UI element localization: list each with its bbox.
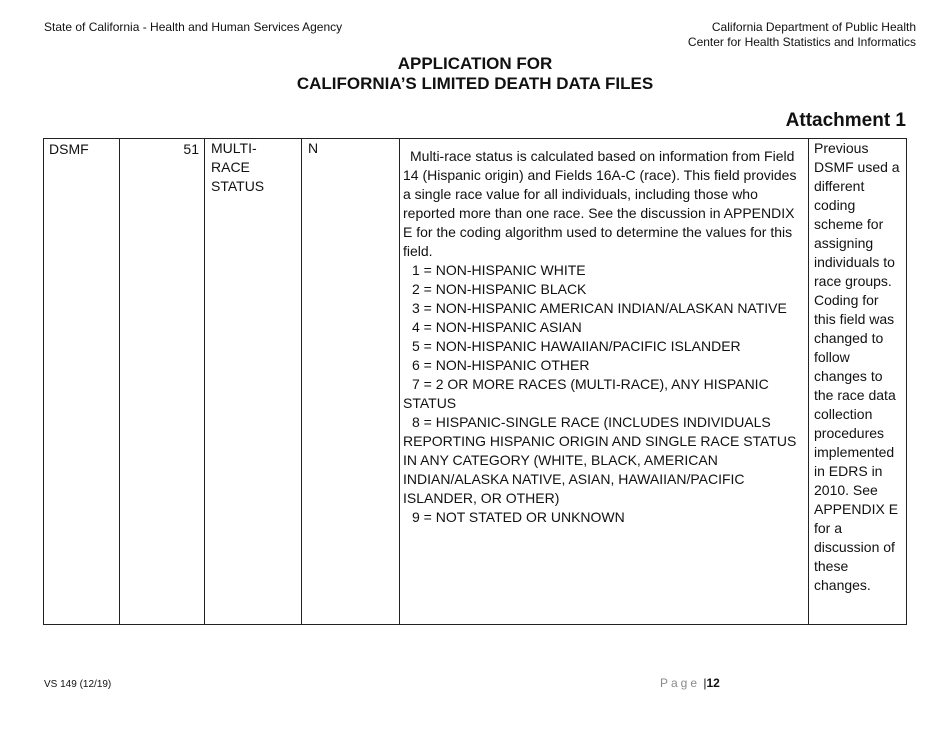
note-cell: Previous DSMF used a different coding scheme for assigning individuals to race groups. Coding for this field was changed to follow changes to the race data collection procedures implemented in EDRS in 2010. See APPENDIX E for a discussion of these changes. xyxy=(809,139,907,625)
field-name-cell xyxy=(205,139,302,625)
description-text: Multi-race status is calculated based on information from Field 14 (Hispanic origin) and Fields 16A-C (race). This field provides a single race value for all individuals, including those who reported more than one race. See the discussion in APPENDIX E for the coding algorithm used to determine the values for this field. xyxy=(403,148,797,259)
title-line-2: CALIFORNIA’S LIMITED DEATH DATA FILES xyxy=(296,74,654,93)
code-item: 4 = NON-HISPANIC ASIAN xyxy=(412,319,582,335)
code-item: 8 = HISPANIC-SINGLE RACE (INCLUDES INDIVIDUALS REPORTING HISPANIC ORIGIN AND SINGLE RACE STATUS IN ANY CATEGORY (WHITE, BLACK, AMERICAN INDIAN/ALASKA NATIVE, ASIAN, HAWAIIAN/PACIFIC ISLANDER, OR OTHER) xyxy=(403,414,797,506)
code-item: 2 = NON-HISPANIC BLACK xyxy=(412,281,587,297)
code-item: 6 = NON-HISPANIC OTHER xyxy=(412,357,590,373)
page-title xyxy=(0,54,950,94)
type-cell: N xyxy=(302,139,400,625)
code-item: 1 = NON-HISPANIC WHITE xyxy=(412,262,586,278)
code-item: 3 = NON-HISPANIC AMERICAN INDIAN/ALASKAN NATIVE xyxy=(412,300,787,316)
attachment-label: Attachment 1 xyxy=(785,110,906,131)
code-item: 5 = NON-HISPANIC HAWAIIAN/PACIFIC ISLANDER xyxy=(412,338,741,354)
department-name: California Department of Public Health xyxy=(711,20,916,34)
center-name: Center for Health Statistics and Informatics xyxy=(687,35,916,49)
page-indicator xyxy=(660,676,720,690)
code-item: 9 = NOT STATED OR UNKNOWN xyxy=(412,509,625,525)
description-cell xyxy=(400,139,809,625)
data-dictionary-table xyxy=(43,138,907,625)
title-line-1: APPLICATION FOR xyxy=(397,54,553,73)
page-number: 12 xyxy=(706,676,720,690)
page-separator: | xyxy=(703,676,707,690)
form-number: VS 149 (12/19) xyxy=(44,679,112,690)
file-cell: DSMF xyxy=(44,139,120,625)
field-name: MULTI-RACE STATUS xyxy=(211,140,265,194)
agency-name: State of California - Health and Human Services Agency xyxy=(44,20,343,34)
table-row xyxy=(44,139,907,625)
field-number-cell: 51 xyxy=(120,139,205,625)
department-header xyxy=(688,20,916,50)
code-item: 7 = 2 OR MORE RACES (MULTI-RACE), ANY HISPANIC STATUS xyxy=(403,376,769,411)
page-label: Page xyxy=(660,676,701,690)
